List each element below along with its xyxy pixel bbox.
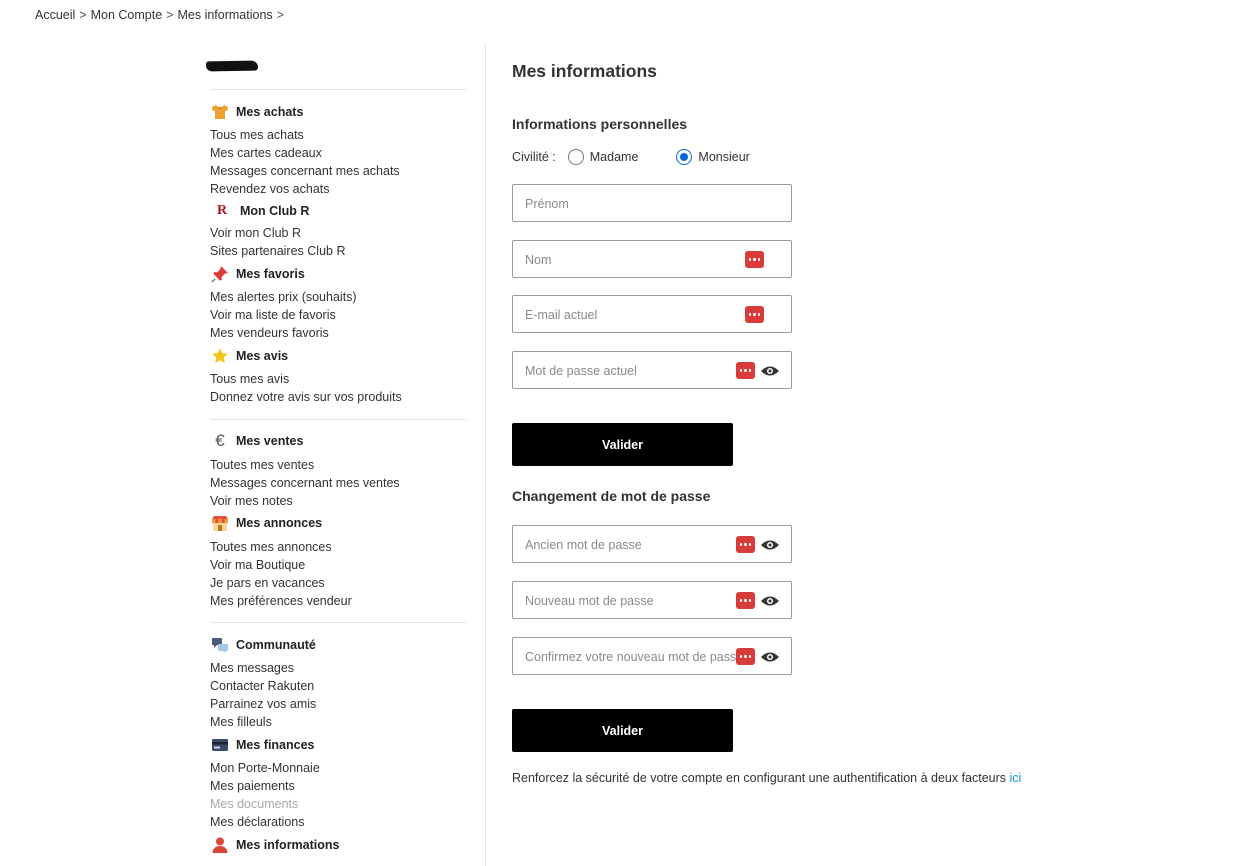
confirm-password-input[interactable] bbox=[525, 647, 743, 667]
validate-button[interactable]: Valider bbox=[512, 423, 733, 466]
section-title-label: Mon Club R bbox=[240, 204, 310, 218]
euro-symbol: € bbox=[215, 431, 225, 450]
sidebar-link-voir-club-r[interactable]: Voir mon Club R bbox=[210, 226, 302, 240]
new-password-field bbox=[512, 581, 792, 619]
two-factor-link[interactable]: ici bbox=[1009, 771, 1022, 785]
radio-madame-label: Madame bbox=[589, 150, 639, 164]
sidebar-link-tous-mes-achats[interactable]: Tous mes achats bbox=[210, 128, 304, 142]
sidebar-link-voir-boutique[interactable]: Voir ma Boutique bbox=[210, 558, 306, 572]
sidebar-link-toutes-annonces[interactable]: Toutes mes annonces bbox=[210, 540, 332, 554]
euro-icon bbox=[210, 432, 230, 450]
sidebar-link-donnez-avis[interactable]: Donnez votre avis sur vos produits bbox=[210, 390, 402, 404]
pin-icon bbox=[210, 265, 230, 283]
section-title-label: Mes achats bbox=[236, 105, 304, 119]
password-manager-icon[interactable] bbox=[745, 306, 764, 323]
sidebar-link-tous-mes-avis[interactable]: Tous mes avis bbox=[210, 372, 290, 386]
sidebar-link-revendez[interactable]: Revendez vos achats bbox=[210, 182, 330, 196]
sidebar-link-parrainez[interactable]: Parrainez vos amis bbox=[210, 697, 317, 711]
star-icon bbox=[210, 347, 230, 365]
sidebar-link-paiements[interactable]: Mes paiements bbox=[210, 779, 295, 793]
section-title-label: Communauté bbox=[236, 638, 316, 652]
email-field bbox=[512, 295, 792, 333]
password-manager-icon[interactable] bbox=[745, 251, 764, 268]
section-mes-achats bbox=[210, 103, 303, 121]
radio-monsieur[interactable] bbox=[676, 149, 749, 165]
redacted-user-name bbox=[206, 61, 258, 72]
sidebar-link-alertes-prix[interactable]: Mes alertes prix (souhaits) bbox=[210, 290, 357, 304]
section-mes-avis bbox=[210, 347, 288, 365]
sidebar-link-porte-monnaie[interactable]: Mon Porte-Monnaie bbox=[210, 761, 320, 775]
civilite-label: Civilité : bbox=[512, 150, 556, 164]
club-r-letter: R bbox=[216, 203, 228, 218]
section-communaute bbox=[210, 636, 316, 654]
radio-monsieur-control[interactable] bbox=[676, 149, 692, 165]
breadcrumb-item-current[interactable]: Mes informations bbox=[177, 8, 273, 22]
sidebar-link-mes-messages[interactable]: Mes messages bbox=[210, 661, 295, 675]
user-icon bbox=[210, 836, 230, 854]
sidebar-divider bbox=[210, 622, 467, 623]
two-factor-notice bbox=[512, 771, 1021, 785]
password-change-title: Changement de mot de passe bbox=[512, 488, 711, 504]
two-factor-text: Renforcez la sécurité de votre compte en configurant une authentification à deux facteurs bbox=[512, 771, 1007, 785]
sidebar-divider bbox=[210, 89, 467, 90]
sidebar-link-documents[interactable]: Mes documents bbox=[210, 797, 299, 811]
breadcrumb-item-account[interactable]: Mon Compte bbox=[90, 8, 163, 22]
breadcrumb bbox=[35, 8, 288, 22]
radio-monsieur-label: Monsieur bbox=[698, 150, 750, 164]
sidebar-link-vendeurs-favoris[interactable]: Mes vendeurs favoris bbox=[210, 326, 329, 340]
sidebar-link-toutes-ventes[interactable]: Toutes mes ventes bbox=[210, 458, 315, 472]
nom-input[interactable] bbox=[525, 250, 743, 270]
sidebar-link-vacances[interactable]: Je pars en vacances bbox=[210, 576, 325, 590]
eye-icon[interactable] bbox=[760, 649, 780, 665]
breadcrumb-separator: > bbox=[166, 8, 174, 22]
confirm-password-field bbox=[512, 637, 792, 675]
main-content bbox=[512, 0, 1212, 866]
prenom-field bbox=[512, 184, 792, 222]
sidebar-link-liste-favoris[interactable]: Voir ma liste de favoris bbox=[210, 308, 336, 322]
password-manager-icon[interactable] bbox=[736, 362, 755, 379]
nom-field bbox=[512, 240, 792, 278]
section-mes-favoris bbox=[210, 265, 305, 283]
section-title-label: Mes avis bbox=[236, 349, 289, 363]
sidebar-link-filleuls[interactable]: Mes filleuls bbox=[210, 715, 272, 729]
validate-password-button[interactable]: Valider bbox=[512, 709, 733, 752]
section-title-label: Mes favoris bbox=[236, 267, 305, 281]
eye-icon[interactable] bbox=[760, 537, 780, 553]
content-separator bbox=[485, 44, 486, 866]
sidebar-link-cartes-cadeaux[interactable]: Mes cartes cadeaux bbox=[210, 146, 322, 160]
password-manager-icon[interactable] bbox=[736, 648, 755, 665]
section-title-label: Mes ventes bbox=[236, 434, 304, 448]
section-mes-informations bbox=[210, 836, 340, 854]
section-mes-annonces bbox=[210, 514, 322, 532]
section-title-label: Mes finances bbox=[236, 738, 315, 752]
section-mes-finances bbox=[210, 736, 315, 754]
club-r-icon bbox=[210, 202, 234, 220]
civilite-group bbox=[512, 149, 750, 165]
sidebar-link-messages-ventes[interactable]: Messages concernant mes ventes bbox=[210, 476, 400, 490]
new-password-input[interactable] bbox=[525, 591, 743, 611]
chat-bubbles-icon bbox=[210, 636, 230, 654]
sidebar-link-sites-partenaires[interactable]: Sites partenaires Club R bbox=[210, 244, 346, 258]
radio-madame[interactable] bbox=[568, 149, 639, 165]
sidebar-link-preferences-vendeur[interactable]: Mes préférences vendeur bbox=[210, 594, 352, 608]
credit-card-icon bbox=[210, 736, 230, 754]
page-title: Mes informations bbox=[512, 61, 657, 81]
breadcrumb-separator: > bbox=[276, 8, 284, 22]
breadcrumb-separator: > bbox=[79, 8, 87, 22]
sidebar-link-voir-notes[interactable]: Voir mes notes bbox=[210, 494, 293, 508]
sidebar-link-contacter[interactable]: Contacter Rakuten bbox=[210, 679, 315, 693]
sidebar-link-messages-achats[interactable]: Messages concernant mes achats bbox=[210, 164, 400, 178]
old-password-field bbox=[512, 525, 792, 563]
sidebar-link-declarations[interactable]: Mes déclarations bbox=[210, 815, 305, 829]
password-manager-icon[interactable] bbox=[736, 536, 755, 553]
password-manager-icon[interactable] bbox=[736, 592, 755, 609]
section-mes-ventes bbox=[210, 432, 303, 450]
current-password-input[interactable] bbox=[525, 361, 743, 381]
breadcrumb-item-home[interactable]: Accueil bbox=[35, 8, 76, 22]
prenom-input[interactable] bbox=[525, 194, 743, 214]
sidebar-divider bbox=[210, 419, 467, 420]
section-title-label: Mes annonces bbox=[236, 516, 323, 530]
eye-icon[interactable] bbox=[760, 593, 780, 609]
section-club-r bbox=[210, 202, 309, 220]
old-password-input[interactable] bbox=[525, 535, 743, 555]
email-input[interactable] bbox=[525, 305, 743, 325]
radio-madame-control[interactable] bbox=[568, 149, 584, 165]
personal-info-title: Informations personnelles bbox=[512, 116, 688, 132]
eye-icon[interactable] bbox=[760, 363, 780, 379]
current-password-field bbox=[512, 351, 792, 389]
storefront-icon bbox=[210, 514, 230, 532]
section-title-label: Mes informations bbox=[236, 838, 340, 852]
shopping-bag-icon bbox=[210, 103, 230, 121]
